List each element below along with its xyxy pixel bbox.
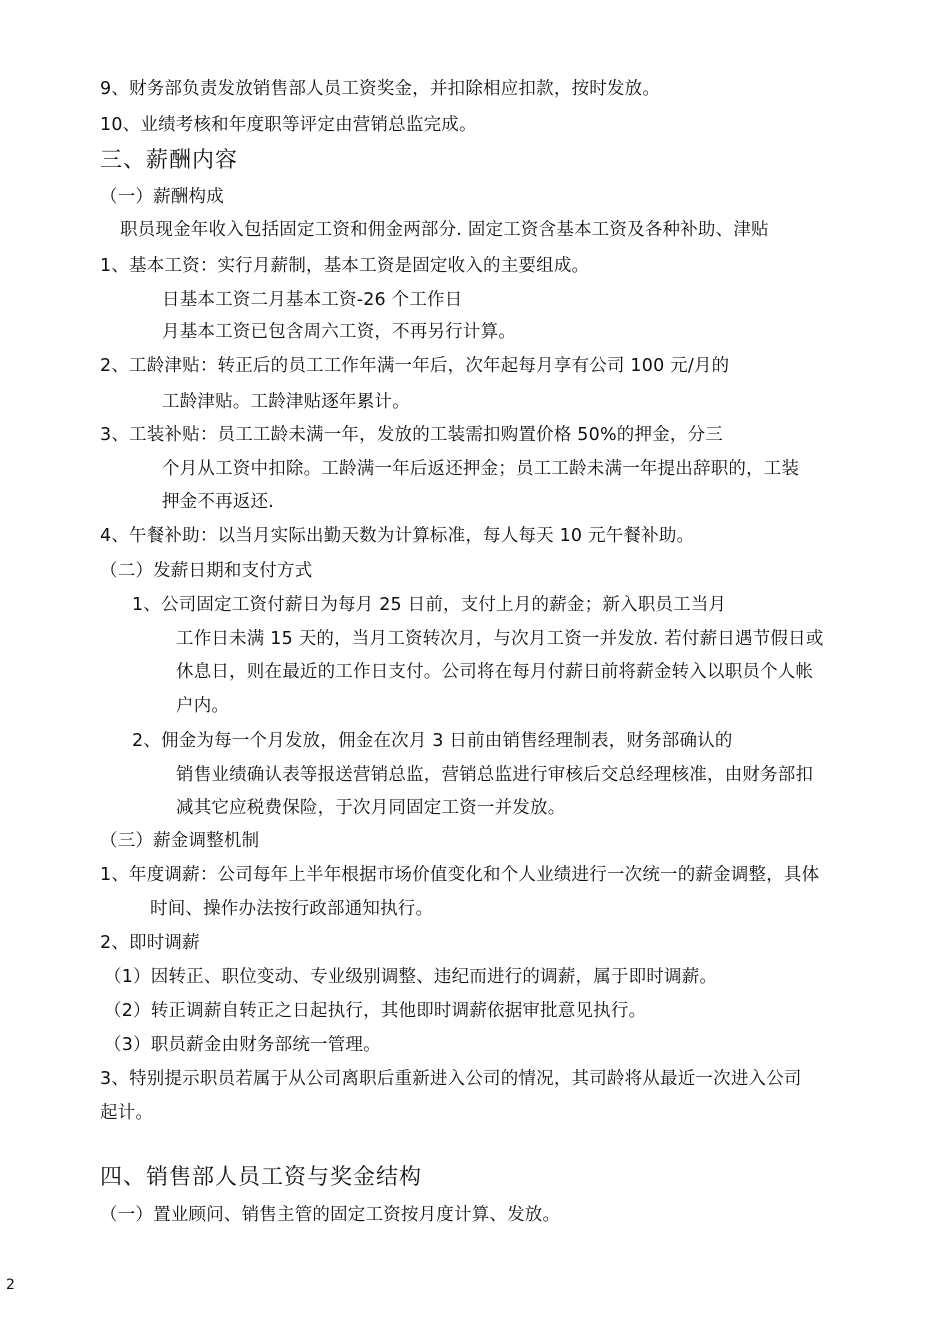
paragraph: 减其它应税费保险，于次月同固定工资一并发放。	[176, 798, 566, 818]
paragraph: 职员现金年收入包括固定工资和佣金两部分. 固定工资含基本工资及各种补助、津贴	[120, 220, 769, 240]
subsection-heading-1: （一）薪酬构成	[100, 187, 224, 207]
list-item: 2、即时调薪	[100, 933, 200, 953]
paragraph: 日基本工资二月基本工资-26 个工作日	[162, 290, 463, 310]
list-item: 3、工装补贴：员工工龄未满一年，发放的工装需扣购置价格 50%的押金，分三	[100, 425, 723, 445]
list-item: （1）因转正、职位变动、专业级别调整、违纪而进行的调薪，属于即时调薪。	[104, 967, 718, 987]
paragraph: 休息日，则在最近的工作日支付。公司将在每月付薪日前将薪金转入以职员个人帐	[176, 662, 814, 682]
item-10: 10、业绩考核和年度职等评定由营销总监完成。	[100, 115, 477, 135]
section-heading-4: 四、销售部人员工资与奖金结构	[100, 1165, 423, 1190]
list-item: （2）转正调薪自转正之日起执行，其他即时调薪依据审批意见执行。	[104, 1001, 647, 1021]
subsection-heading-3: （三）薪金调整机制	[100, 831, 260, 851]
paragraph: 个月从工资中扣除。工龄满一年后返还押金；员工工龄未满一年提出辞职的，工装	[162, 459, 800, 479]
list-item: 1、公司固定工资付薪日为每月 25 日前，支付上月的薪金；新入职员工当月	[132, 595, 727, 615]
paragraph: 月基本工资已包含周六工资，不再另行计算。	[162, 322, 516, 342]
paragraph: 户内。	[176, 696, 230, 716]
paragraph: 押金不再返还.	[162, 492, 274, 512]
list-item: 1、年度调薪：公司每年上半年根据市场价值变化和个人业绩进行一次统一的薪金调整，具体	[100, 865, 820, 885]
page-number: 2	[6, 1277, 15, 1293]
paragraph: 工作日未满 15 天的，当月工资转次月，与次月工资一并发放. 若付薪日遇节假日或	[176, 629, 824, 649]
paragraph: 工龄津贴。工龄津贴逐年累计。	[162, 392, 410, 412]
subsection-heading-4-1: （一）置业顾问、销售主管的固定工资按月度计算、发放。	[100, 1205, 561, 1225]
list-item: 3、特别提示职员若属于从公司离职后重新进入公司的情况，其司龄将从最近一次进入公司	[100, 1069, 802, 1089]
item-9: 9、财务部负责发放销售部人员工资奖金，并扣除相应扣款，按时发放。	[100, 79, 661, 99]
list-item: 2、工龄津贴：转正后的员工工作年满一年后，次年起每月享有公司 100 元/月的	[100, 356, 730, 376]
list-item: 1、基本工资：实行月薪制，基本工资是固定收入的主要组成。	[100, 256, 590, 276]
section-heading-3: 三、薪酬内容	[100, 148, 239, 173]
subsection-heading-2: （二）发薪日期和支付方式	[100, 561, 313, 581]
list-item: 2、佣金为每一个月发放，佣金在次月 3 日前由销售经理制表，财务部确认的	[132, 731, 733, 751]
paragraph: 起计。	[100, 1103, 154, 1123]
list-item: （3）职员薪金由财务部统一管理。	[104, 1035, 381, 1055]
paragraph: 销售业绩确认表等报送营销总监，营销总监进行审核后交总经理核准，由财务部扣	[176, 765, 814, 785]
list-item: 4、午餐补助：以当月实际出勤天数为计算标准，每人每天 10 元午餐补助。	[100, 526, 695, 546]
paragraph: 时间、操作办法按行政部通知执行。	[150, 899, 434, 919]
